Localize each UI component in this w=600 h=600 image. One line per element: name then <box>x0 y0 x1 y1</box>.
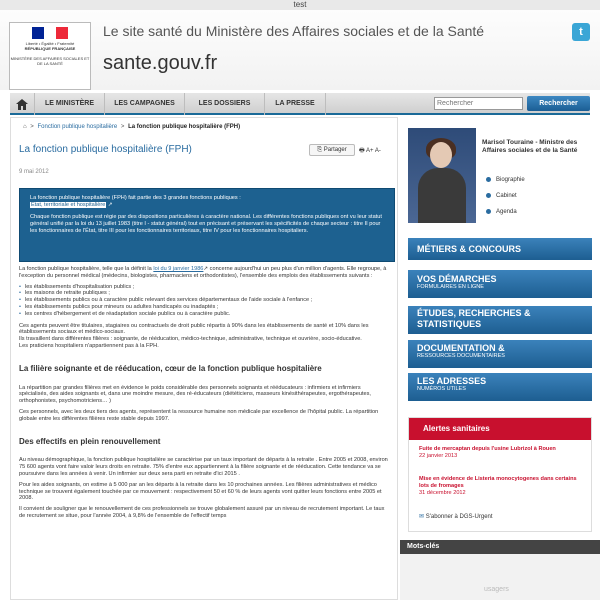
publish-date: 9 mai 2012 <box>19 169 49 175</box>
alert-item[interactable] <box>419 476 584 497</box>
breadcrumb-separator: > <box>120 124 125 130</box>
body-text: Ces agents peuvent être titulaires, stagiaires ou contractuels de droit public répartis à 90% dans les établissements de santé et 10% dans les établissements sociaux et médico-sociaux. <box>19 322 369 336</box>
external-link-icon: ↗ <box>107 202 113 208</box>
site-tagline: Le site santé du Ministère des Affaires sociales et de la Santé <box>103 23 485 39</box>
body-text: Pour les aides soignants, on estime à 5 000 par an les départs à la retraite dans les 10 prochaines années. Les filières administratives et médico technique se trouvent également touchée par ce mouvement : respectivement 50 et 60 % de leurs agents vont quitter leurs fonctions entre 2005 et 2008. <box>19 481 382 502</box>
logo-ministry: MINISTÈRE DES AFFAIRES SOCIALES ET DE LA SANTÉ <box>10 56 90 66</box>
logo-motto: Liberté • Égalité • Fraternité <box>25 41 75 46</box>
alert-title[interactable]: Fuite de mercaptan depuis l'usine Lubrizol à Rouen <box>419 446 556 452</box>
ministry-logo[interactable] <box>9 22 91 90</box>
body-text: La répartition par grandes filières met en évidence le poids considérable des personnels soignants et rééducateurs : infirmiers et infirmiers spécialisés, des aides soignants et, dans une moindre mesure, des ré-éducateurs (diététiciens, masseurs kinésithérapeutes, ergothérapeutes, orthophonistes, psychomotriciens… ) <box>19 384 371 405</box>
minister-photo[interactable] <box>408 128 476 223</box>
body-text: Ils travaillent dans différentes filières : soignante, de rééducation, médico-technique, administrative, technique et ouvrière, socio-éducative. <box>19 336 362 343</box>
search-button[interactable]: Rechercher <box>527 96 590 111</box>
tags-title: Mots-clés <box>400 540 600 554</box>
breadcrumb <box>23 124 240 130</box>
search-input[interactable] <box>434 97 523 110</box>
side-link-subtitle: RESSOURCES DOCUMENTAIRES <box>417 353 505 359</box>
font-size-controls[interactable] <box>359 146 381 156</box>
intro-link[interactable]: État, territoriale et hospitalière <box>31 202 106 208</box>
share-icon: ⎘ <box>317 147 323 153</box>
side-link-adresses[interactable] <box>408 373 592 401</box>
section-heading: La filière soignante et de rééducation, cœur de la fonction publique hospitalière <box>19 363 322 373</box>
body-text: Ces personnels, avec les deux tiers des agents, représentent la ressource humaine non médicale par excellence de l'hôpital public. La répartition globale entre les différentes filières reste stable depuis 1997. <box>19 408 379 422</box>
home-icon[interactable] <box>10 93 34 115</box>
article-body <box>19 266 391 524</box>
minister-link-biographie[interactable]: Biographie <box>486 172 525 188</box>
home-icon[interactable]: ⌂ <box>23 124 27 130</box>
body-text: concerne aujourd'hui un peu plus d'un million d'agents. Elle regroupe, à l'exception du personnel médical (médecins, biologistes, pharmaciens et orthodontistes), l'ensemble des emplois des établissements suivants : <box>19 266 387 279</box>
side-link-title: DOCUMENTATION & <box>417 343 505 353</box>
nav-item-ministere[interactable]: LE MINISTÈRE <box>34 93 104 115</box>
section-heading: Des effectifs en plein renouvellement <box>19 436 161 446</box>
side-link-title: LES ADRESSES <box>417 376 487 386</box>
list-item: • les centres d'hébergement et de réadaptation sociale publics ou à caractère public. <box>19 311 391 318</box>
side-link-subtitle: FORMULAIRES EN LIGNE <box>417 284 484 290</box>
side-link-etudes[interactable] <box>408 306 592 334</box>
intro-paragraph: Chaque fonction publique est régie par des dispositions particulières à caractère national. Les différentes fonctions publiques ont vu leur statut général unifié par la loi du 13 juillet 1983 (titre I - statut général) tout en précisant et préservant les spécificités de chaque secteur : titre II pour les fonctionnaires de l'État, titre III pour les fonctionnaires territoriaux, titre IV pour les fonctionnaires hospitaliers. <box>30 214 382 234</box>
minister-links <box>486 172 525 220</box>
nav-item-campagnes[interactable]: LES CAMPAGNES <box>104 93 184 115</box>
email-icon: ✉ <box>419 514 425 520</box>
side-link-subtitle: NUMÉROS UTILES <box>417 386 466 392</box>
alerts-title: Alertes sanitaires <box>409 418 591 440</box>
tag-cloud <box>400 554 600 600</box>
side-link-title: ÉTUDES, RECHERCHES & STATISTIQUES <box>417 308 531 329</box>
main-content <box>10 117 398 600</box>
alert-title[interactable]: Mise en évidence de Listeria monocytogenes dans certains lots de fromages <box>419 476 577 489</box>
establishment-list <box>19 284 391 318</box>
breadcrumb-parent[interactable]: Fonction publique hospitalière <box>37 124 118 130</box>
share-button[interactable] <box>309 144 355 156</box>
intro-box <box>19 188 395 262</box>
minister-name: Marisol Touraine - Ministre des Affaires sociales et de la Santé <box>482 139 578 154</box>
top-bar-text: test <box>293 0 307 9</box>
page-title: La fonction publique hospitalière (FPH) <box>19 144 192 155</box>
body-text: Au niveau démographique, la fonction publique hospitalière se caractérise par un taux important de départs à la retraite . Entre 2005 et 2008, environ 75 600 agents vont faire valoir leurs droits en retraite. 75% d'entre eux appartiennent à la filière soignante et de rééducation. Cette tendance va se poursuivre dans les années à venir. Un infirmier sur deux sera parti en retraite d'ici 2015 . <box>19 457 388 477</box>
alert-date: 22 janvier 2013 <box>419 453 458 459</box>
list-item: • les établissements d'hospitalisation publics ; <box>19 284 391 291</box>
side-link-documentation[interactable] <box>408 340 592 368</box>
main-nav <box>10 93 590 115</box>
breadcrumb-separator: > <box>30 124 34 130</box>
tag-link[interactable]: usagers <box>484 586 509 593</box>
health-alerts <box>408 417 592 532</box>
list-item: • les établissements publics pour mineurs ou adultes handicapés ou inadaptés ; <box>19 304 391 311</box>
minister-link-agenda[interactable]: Agenda <box>486 204 525 220</box>
body-text: La fonction publique hospitalière, telle que la définit la <box>19 266 154 272</box>
top-bar <box>0 0 600 10</box>
twitter-icon[interactable]: t <box>572 23 590 41</box>
logo-republic: RÉPUBLIQUE FRANÇAISE <box>24 46 76 51</box>
side-link-metiers[interactable] <box>408 238 592 260</box>
list-item: • les établissements publics ou à caractère public relevant des services départementaux de l'aide sociale à l'enfance ; <box>19 297 391 304</box>
breadcrumb-current: La fonction publique hospitalière (FPH) <box>128 124 241 130</box>
body-text: Les praticiens hospitaliers n'appartiennent pas à la FPH. <box>19 342 159 349</box>
french-flag-icon <box>32 27 68 39</box>
side-link-title: VOS DÉMARCHES <box>417 274 497 284</box>
share-label: Partager <box>323 147 347 153</box>
nav-item-dossiers[interactable]: LES DOSSIERS <box>184 93 264 115</box>
side-link-demarches[interactable] <box>408 270 592 298</box>
site-name[interactable]: sante.gouv.fr <box>103 52 218 74</box>
intro-text: La fonction publique hospitalière (FPH) fait partie des 3 grandes fonctions publiques : <box>30 195 241 201</box>
alert-date: 31 décembre 2012 <box>419 490 466 496</box>
side-link-title: MÉTIERS & CONCOURS <box>417 244 522 254</box>
print-icon[interactable]: 🖶 <box>359 148 365 154</box>
site-header <box>0 10 600 90</box>
subscribe-link[interactable] <box>419 513 493 520</box>
nav-item-presse[interactable]: LA PRESSE <box>264 93 326 115</box>
body-text: Il convient de souligner que le renouvellement de ces professionnels se trouve globalement assuré par un niveau de recrutement important. Le taux de recrutement se situe, pour l'année 2004, à 9,8% de l'ensemble de l'effectif temps <box>19 506 385 519</box>
external-link-icon: ↗ <box>203 266 209 272</box>
font-size-label[interactable]: A+ A- <box>366 148 381 154</box>
minister-link-cabinet[interactable]: Cabinet <box>486 188 525 204</box>
subscribe-label: S'abonner à DGS-Urgent <box>425 514 493 520</box>
law-link[interactable]: loi du 9 janvier 1986 <box>153 266 204 272</box>
list-item: • les maisons de retraite publiques ; <box>19 290 391 297</box>
alert-item[interactable] <box>419 446 584 460</box>
